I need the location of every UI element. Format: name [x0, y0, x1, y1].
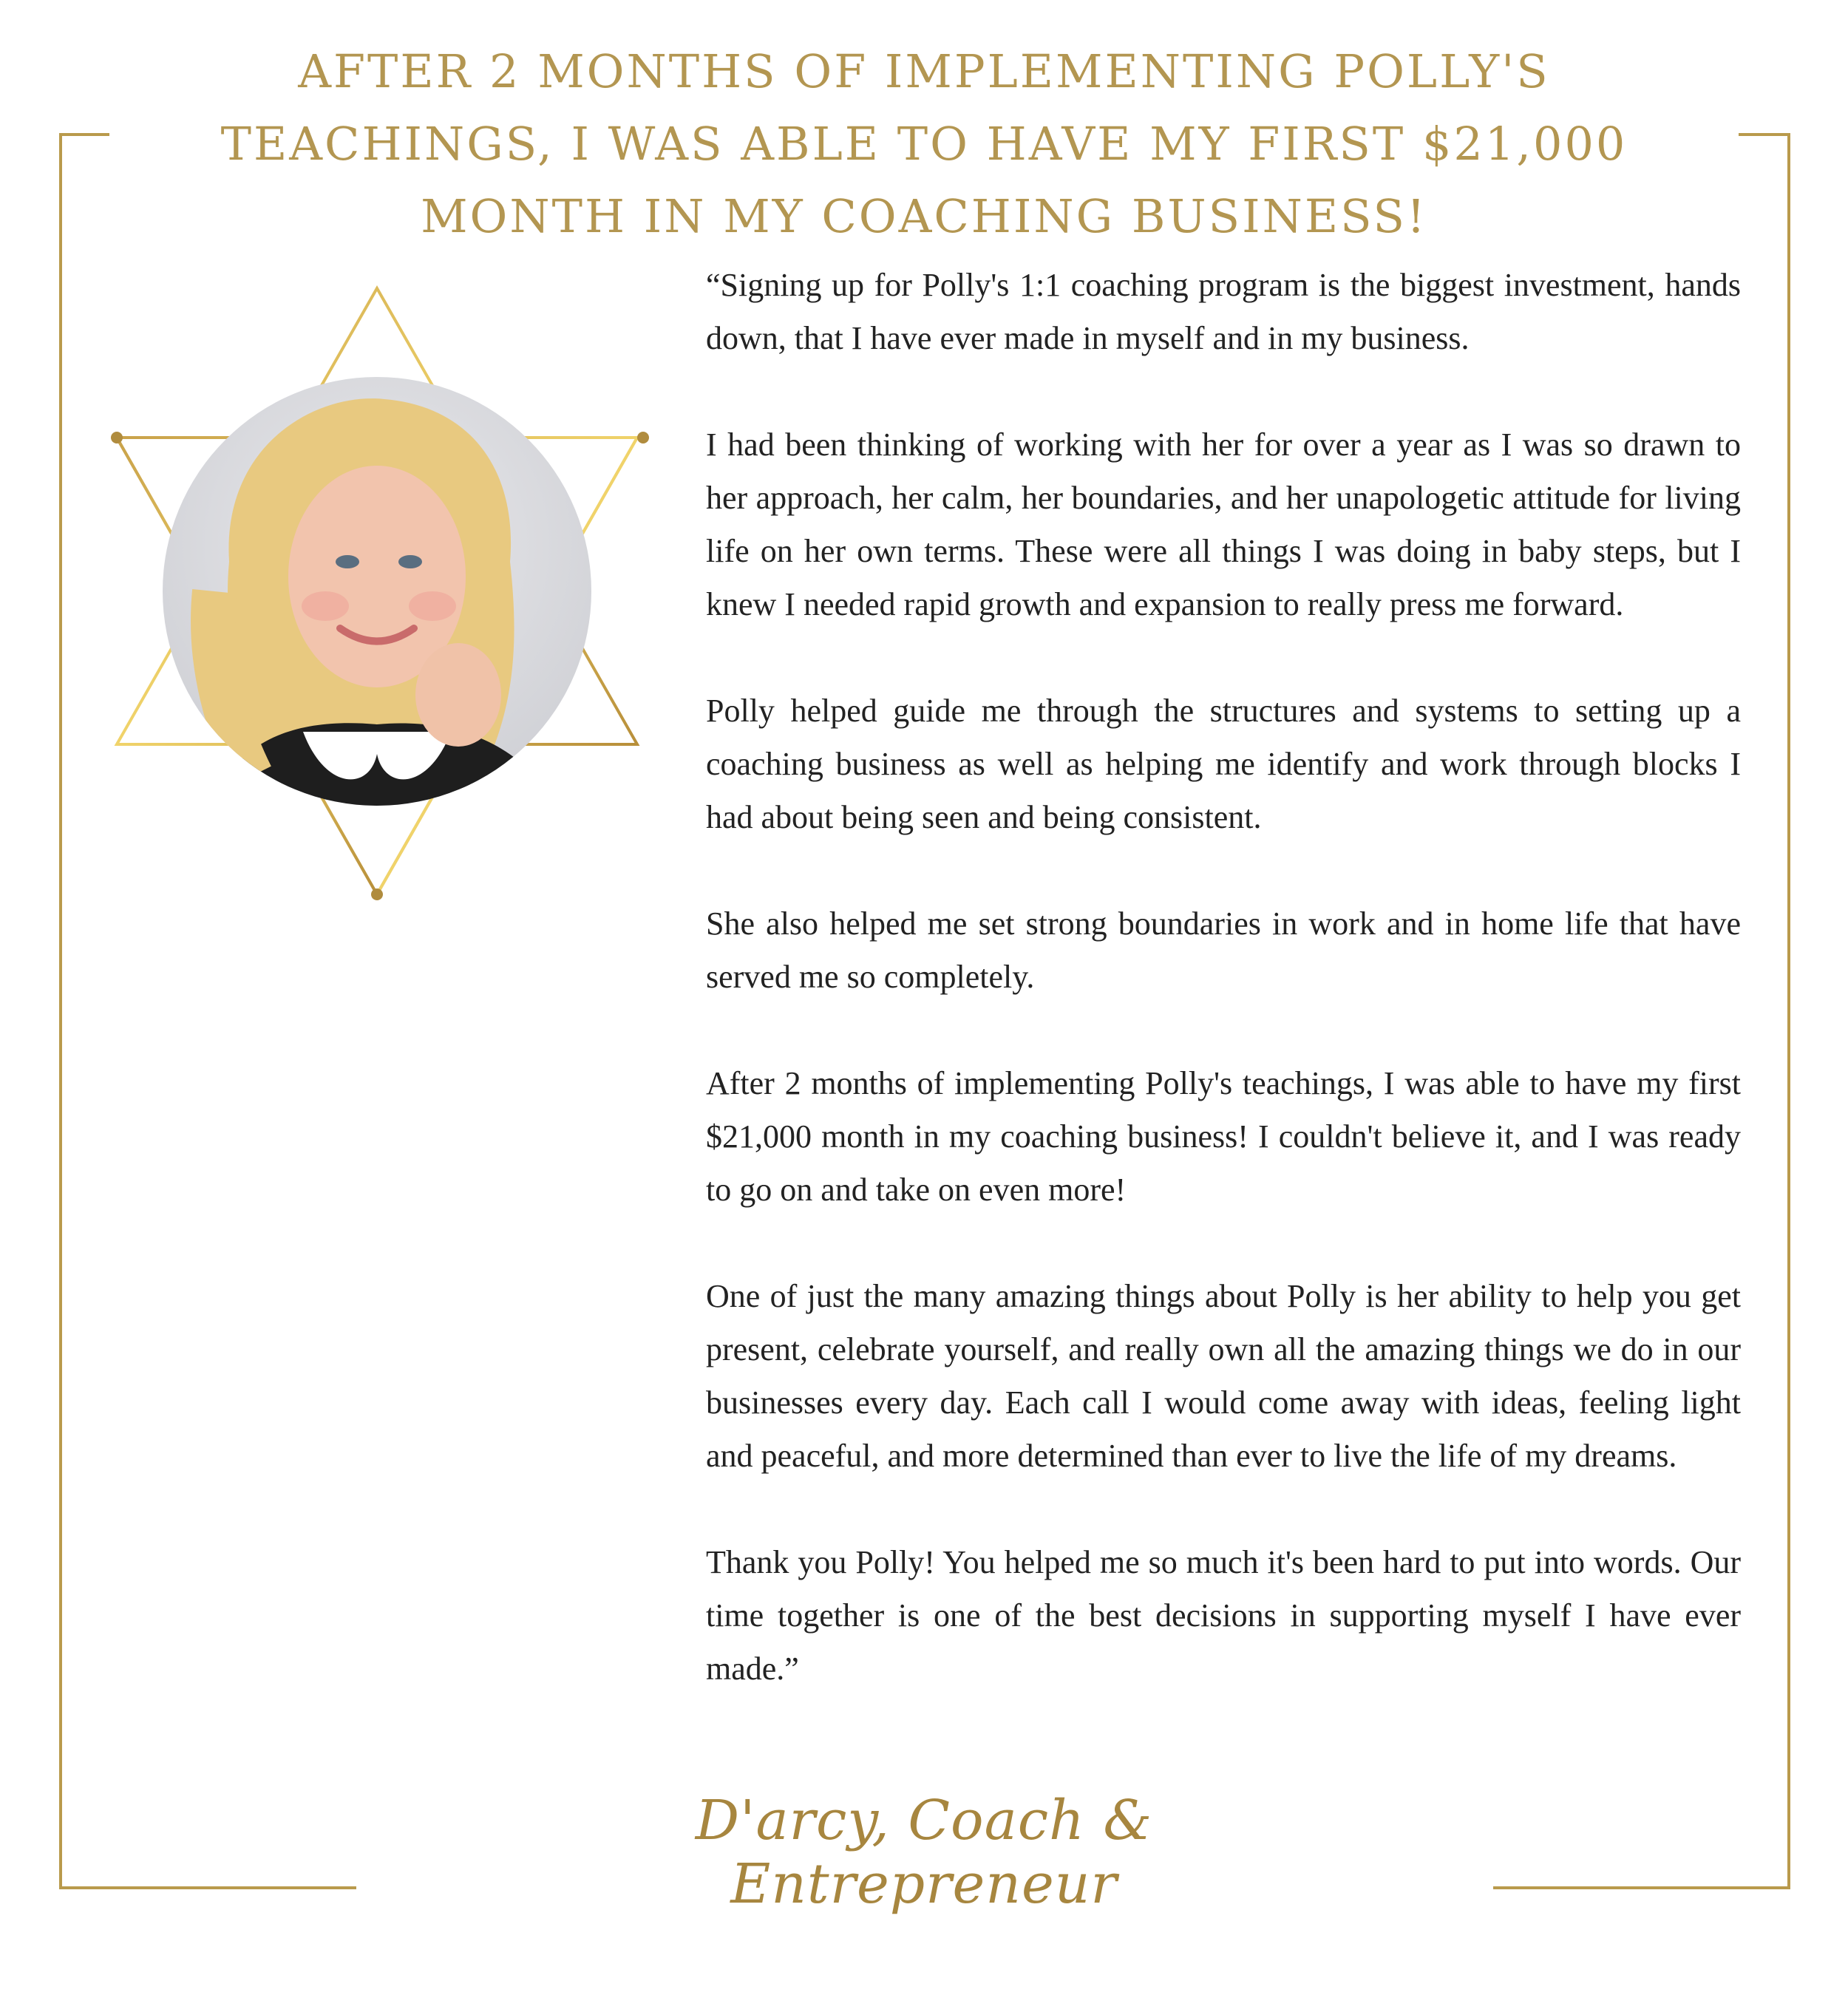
testimonial-paragraph: After 2 months of implementing Polly's teachings, I was able to have my first $21,000 month in my coaching business! I couldn't believe it, and I was ready to go on and take on even more!	[706, 1065, 1741, 1208]
testimonial-paragraph: One of just the many amazing things about Polly is her ability to help you get present, celebrate yourself, and really own all the amazing things we do in our businesses every day. Each call I would come away with ideas, feeling light and peaceful, and more determined than ever to live the life of my dreams.	[706, 1278, 1741, 1474]
testimonial-paragraph: Thank you Polly! You helped me so much it's been hard to put into words. Our time together is one of the best decisions in supporting myself I have ever made.”	[706, 1544, 1741, 1687]
testimonial-paragraph: She also helped me set strong boundaries in work and in home life that have served me so completely.	[706, 905, 1741, 995]
star-portrait-graphic	[103, 281, 650, 909]
testimonial-paragraph: I had been thinking of working with her for over a year as I was so drawn to her approach, her calm, her boundaries, and her unapologetic attitude for living life on her own terms. These were all things I was doing in baby steps, but I knew I needed rapid growth and expansion to really press me forward.	[706, 426, 1741, 622]
frame-bottom-right	[1493, 1886, 1790, 1889]
frame-top-right	[1739, 133, 1790, 136]
signature: D'arcy, Coach & Entrepreneur	[695, 1789, 1153, 1916]
frame-left	[59, 133, 62, 1889]
headline: AFTER 2 MONTHS OF IMPLEMENTING POLLY'S TEACHINGS, I WAS ABLE TO HAVE MY FIRST $21,000 MONTH IN MY COACHING BUSINESS!	[220, 44, 1628, 243]
testimonial-paragraph: “Signing up for Polly's 1:1 coaching program is the biggest investment, hands down, that I have ever made in myself and in my business.	[706, 267, 1741, 356]
frame-bottom-left	[59, 1886, 356, 1889]
portrait-photo	[148, 362, 606, 820]
testimonial-paragraph: Polly helped guide me through the structures and systems to setting up a coaching business as well as helping me identify and work through blocks I had about being seen and being consistent.	[706, 693, 1741, 835]
testimonial-text	[706, 259, 1741, 1696]
frame-right	[1787, 133, 1790, 1889]
frame-top-left	[59, 133, 109, 136]
